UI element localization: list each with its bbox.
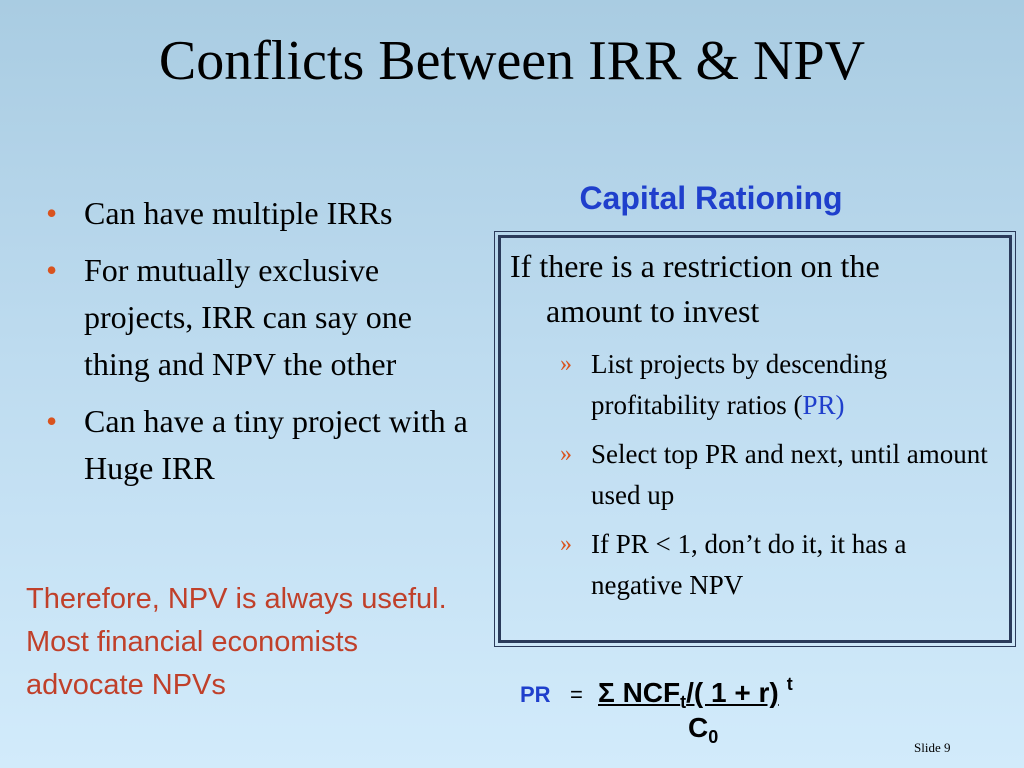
step-text: If PR < 1, don’t do it, it has a negative NPV <box>591 529 907 600</box>
denominator-main: C <box>688 712 709 743</box>
capital-rationing-heading: Capital Rationing <box>579 180 843 216</box>
main-bullet-list <box>44 190 484 502</box>
capital-rationing-steps <box>560 344 1000 614</box>
pr-formula <box>520 674 880 754</box>
step-marker: » <box>560 351 572 377</box>
step-text: Select top PR and next, until amount used up <box>591 439 988 510</box>
formula-equals: = <box>570 682 583 707</box>
bullet-text: For mutually exclusive projects, IRR can say one thing and NPV the other <box>84 252 412 382</box>
step-text: List projects by descending profitability ratios ( <box>591 349 888 420</box>
bullet-text: Can have a tiny project with a Huge IRR <box>84 403 468 486</box>
slide-number: Slide 9 <box>914 740 951 755</box>
step-item <box>560 524 1000 606</box>
step-marker: » <box>560 531 572 557</box>
formula-denominator <box>688 712 718 748</box>
bullet-text: Can have multiple IRRs <box>84 195 393 231</box>
formula-lhs: PR <box>520 682 551 707</box>
bullet-marker: • <box>46 403 58 439</box>
pr-highlight: PR) <box>802 390 845 420</box>
bullet-marker: • <box>46 252 58 288</box>
conclusion-text: Therefore, NPV is always useful. Most financial economists advocate NPVs <box>26 583 447 701</box>
slide-title: Conflicts Between IRR & NPV <box>158 30 866 92</box>
numerator-superscript: t <box>786 674 793 694</box>
bullet-marker: • <box>46 195 58 231</box>
formula-numerator <box>598 674 793 713</box>
numerator-subscript: t <box>680 692 687 712</box>
step-item <box>560 434 1000 516</box>
bullet-item <box>44 247 484 388</box>
denominator-subscript: 0 <box>708 727 719 747</box>
step-item <box>560 344 1000 426</box>
numerator-rest: /( 1 + r) <box>686 677 779 708</box>
step-marker: » <box>560 441 572 467</box>
bullet-item <box>44 190 484 237</box>
bullet-item <box>44 398 484 492</box>
numerator-main: Σ NCF <box>598 677 681 708</box>
intro-line-1: If there is a restriction on the <box>510 248 880 284</box>
capital-rationing-intro <box>510 244 990 334</box>
intro-line-2: amount to invest <box>546 293 760 329</box>
